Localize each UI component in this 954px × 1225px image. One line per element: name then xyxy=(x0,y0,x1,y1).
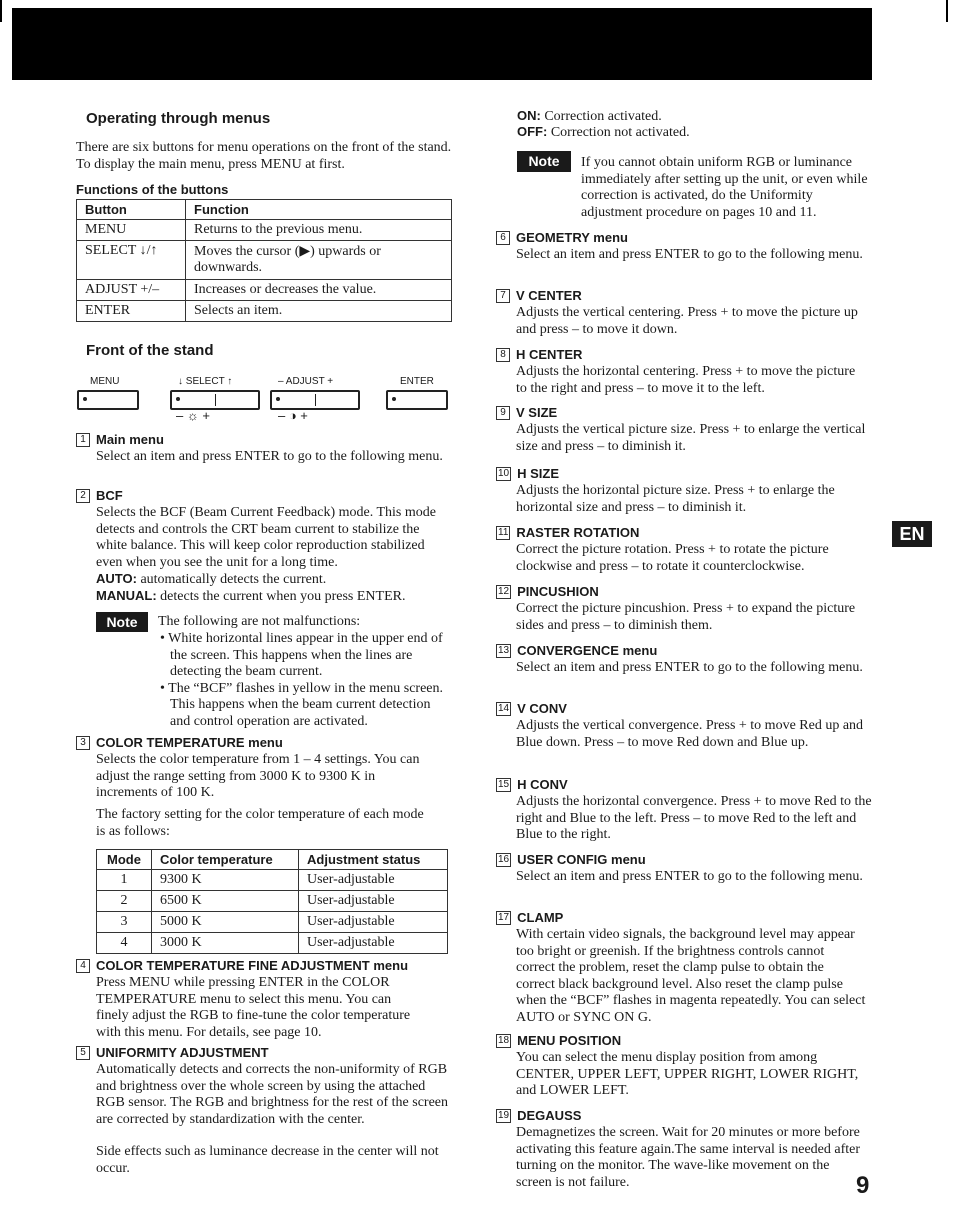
item-heading xyxy=(496,288,582,303)
item-uniformity-text: Automatically detects and corrects the non-uniformity of RGB and brightness over the whole screen by using the attached RGB sensor. The RGB and brightness for the rest of the screen are corrected by standardization with the center. xyxy=(96,1062,449,1127)
item-number: 15 xyxy=(498,778,510,790)
note-bcf-list xyxy=(160,631,450,730)
item-title: USER CONFIG menu xyxy=(517,852,646,867)
table-cell: 1 xyxy=(97,870,152,891)
item-text: Select an item and press ENTER to go to the following menu. xyxy=(516,869,863,884)
table-cell: SELECT ↓/↑ xyxy=(77,241,186,280)
crop-mark-right xyxy=(946,0,948,22)
table-row xyxy=(77,280,452,301)
button-dot-icon xyxy=(392,397,396,401)
item-text: Select an item and press ENTER to go to the following menu. xyxy=(516,660,863,675)
table-cell: Increases or decreases the value. xyxy=(186,280,452,301)
item-number: 7 xyxy=(496,289,510,303)
note-badge-bcf: Note xyxy=(96,612,148,632)
functions-header-button: Button xyxy=(77,200,186,220)
item-title: CONVERGENCE menu xyxy=(517,643,658,658)
off-text: Correction not activated. xyxy=(550,125,690,140)
color-header-status: Adjustment status xyxy=(299,850,448,870)
item-text: Correct the picture rotation. Press + to rotate the picture clockwise and press – to rotate it counterclockwise. xyxy=(516,542,829,574)
list-item: • The “BCF” flashes in yellow in the menu screen. This happens when the beam current detection and control operation are activated. xyxy=(160,680,444,729)
operating-text: There are six buttons for menu operations on the front of the stand. To display the main menu, press MENU at first. xyxy=(76,140,452,172)
language-tab: EN xyxy=(892,521,932,547)
table-cell: MENU xyxy=(77,220,186,241)
item-title: UNIFORMITY ADJUSTMENT xyxy=(96,1045,269,1060)
item-title: Main menu xyxy=(96,432,164,447)
item-text: With certain video signals, the background level may appear too bright or greenish. If the brightness controls cannot correct the problem, reset the clamp pulse to obtain the correct black background level. Also reset the clamp pulse when the “BCF” flashes in magenta repeatedly. You can select AUTO or SYNC ON G. xyxy=(516,927,866,1025)
item-heading xyxy=(496,405,557,420)
item-number: 16 xyxy=(498,853,510,865)
color-header-mode: Mode xyxy=(97,850,152,870)
table-cell: 9300 K xyxy=(152,870,299,891)
item-heading xyxy=(496,525,639,540)
item-title: COLOR TEMPERATURE menu xyxy=(96,735,283,750)
crop-mark-left xyxy=(0,0,2,22)
fig-label-adjust: – ADJUST + xyxy=(278,376,334,387)
item-heading xyxy=(496,1108,581,1123)
item-number: 8 xyxy=(496,348,510,362)
item-text: Correct the picture pincushion. Press + to expand the picture sides and press – to diminish them. xyxy=(516,601,856,633)
item-text: Adjusts the vertical picture size. Press + to enlarge the vertical size and press – to diminish it. xyxy=(516,422,866,454)
table-cell: ADJUST +/– xyxy=(77,280,186,301)
item-heading xyxy=(496,1033,621,1048)
item-number: 9 xyxy=(496,406,510,420)
item-title: BCF xyxy=(96,488,123,503)
item-heading xyxy=(496,643,657,658)
off-label: OFF: xyxy=(517,124,548,139)
button-dot-icon xyxy=(276,397,280,401)
table-cell: Returns to the previous menu. xyxy=(186,220,452,241)
table-cell: 3 xyxy=(97,912,152,933)
item-text: Adjusts the horizontal picture size. Press + to enlarge the horizontal size and press – to diminish it. xyxy=(516,483,835,515)
page-number: 9 xyxy=(856,1172,870,1199)
item-number: 1 xyxy=(76,433,90,447)
button-dot-icon xyxy=(83,397,87,401)
item-color-temp-text2: The factory setting for the color temperature of each mode is as follows: xyxy=(96,807,424,839)
note-bcf-intro: The following are not malfunctions: xyxy=(158,614,361,629)
fig-label-enter: ENTER xyxy=(400,376,434,387)
item-text: Adjusts the horizontal centering. Press + to move the picture to the right and press – to move it to the left. xyxy=(516,364,856,396)
bcf-auto-text: automatically detects the current. xyxy=(140,572,327,587)
item-title: V SIZE xyxy=(516,405,558,420)
button-divider xyxy=(315,394,316,406)
item-main-menu-text: Select an item and press ENTER to go to the following menu. xyxy=(96,449,443,464)
fig-label-menu: MENU xyxy=(90,376,120,387)
bcf-manual-text: detects the current when you press ENTER. xyxy=(160,589,406,604)
item-text: Adjusts the horizontal convergence. Press + to move Red to the right and Blue to the left. Press – to move Red to the left and Blue to the right. xyxy=(516,794,872,842)
item-title: COLOR TEMPERATURE FINE ADJUSTMENT menu xyxy=(96,958,409,973)
bcf-auto-label: AUTO: xyxy=(96,571,137,586)
color-temp-table xyxy=(96,849,448,954)
item-title: H CONV xyxy=(517,777,568,792)
item-fine-adjust-heading xyxy=(76,958,408,973)
item-text: Adjusts the vertical centering. Press + to move the picture up and press – to move it down. xyxy=(516,305,858,337)
color-header-temp: Color temperature xyxy=(152,850,299,870)
select-sub-label: – ☼ + xyxy=(176,408,210,423)
item-number: 5 xyxy=(76,1046,90,1060)
item-number: 18 xyxy=(498,1034,510,1046)
functions-table xyxy=(76,199,452,322)
table-cell: Selects an item. xyxy=(186,301,452,322)
off-line xyxy=(517,124,867,142)
table-row xyxy=(97,870,448,891)
item-heading xyxy=(496,777,568,792)
item-text: Select an item and press ENTER to go to the following menu. xyxy=(516,247,863,262)
item-title: MENU POSITION xyxy=(517,1033,622,1048)
fig-label-select: ↓ SELECT ↑ xyxy=(178,376,233,387)
item-number: 17 xyxy=(498,911,510,923)
item-title: V CENTER xyxy=(516,288,582,303)
table-cell: User-adjustable xyxy=(299,891,448,912)
table-row xyxy=(97,891,448,912)
select-button[interactable] xyxy=(170,390,260,410)
header-bar xyxy=(12,8,872,80)
item-uniformity-text2: Side effects such as luminance decrease in the center will not occur. xyxy=(96,1144,439,1176)
table-cell: 4 xyxy=(97,933,152,954)
item-text: Demagnetizes the screen. Wait for 20 minutes or more before activating this feature again.The same interval is needed after turning on the monitor. The wave-like movement on the screen is not failure. xyxy=(516,1125,861,1190)
item-heading xyxy=(496,230,628,245)
button-dot-icon xyxy=(176,397,180,401)
item-bcf-heading xyxy=(76,488,123,503)
list-item: • White horizontal lines appear in the upper end of the screen. This happens when the lines are detecting the beam current. xyxy=(160,631,443,679)
table-cell: 2 xyxy=(97,891,152,912)
table-row xyxy=(77,241,452,280)
item-number: 13 xyxy=(498,644,510,656)
item-heading xyxy=(496,910,563,925)
on-label: ON: xyxy=(517,108,541,123)
bcf-auto-line xyxy=(96,571,454,589)
item-heading xyxy=(496,701,567,716)
item-color-temp-heading xyxy=(76,735,283,750)
adjust-sub-label: – ◑ + xyxy=(278,408,308,423)
item-fine-adjust-text: Press MENU while pressing ENTER in the COLOR TEMPERATURE menu to select this menu. You can finely adjust the RGB to fine-tune the color temperature with this menu. For details, see page 10. xyxy=(96,975,411,1040)
item-heading xyxy=(496,852,646,867)
enter-button[interactable] xyxy=(386,390,448,410)
table-row xyxy=(97,933,448,954)
table-cell: User-adjustable xyxy=(299,933,448,954)
item-number: 3 xyxy=(76,736,90,750)
bcf-manual-label: MANUAL: xyxy=(96,588,157,603)
functions-header-function: Function xyxy=(186,200,452,220)
item-title: H SIZE xyxy=(517,466,560,481)
item-heading xyxy=(496,347,582,362)
item-number: 19 xyxy=(498,1109,510,1121)
item-title: PINCUSHION xyxy=(517,584,599,599)
table-row xyxy=(77,220,452,241)
table-cell: 6500 K xyxy=(152,891,299,912)
item-text: You can select the menu display position from among CENTER, UPPER LEFT, UPPER RIGHT, LOWER RIGHT, and LOWER LEFT. xyxy=(516,1050,859,1098)
table-cell: User-adjustable xyxy=(299,912,448,933)
item-number: 12 xyxy=(498,585,510,597)
front-title: Front of the stand xyxy=(86,342,214,359)
item-number: 4 xyxy=(76,959,90,973)
operating-title: Operating through menus xyxy=(86,110,271,127)
table-cell: ENTER xyxy=(77,301,186,322)
item-number: 2 xyxy=(76,489,90,503)
item-title: GEOMETRY menu xyxy=(516,230,628,245)
table-cell: 5000 K xyxy=(152,912,299,933)
item-title: DEGAUSS xyxy=(517,1108,582,1123)
button-divider xyxy=(215,394,216,406)
item-main-menu-heading xyxy=(76,432,164,447)
functions-title: Functions of the buttons xyxy=(76,182,229,197)
note-badge-uniformity: Note xyxy=(517,151,571,172)
on-text: Correction activated. xyxy=(544,109,662,124)
item-uniformity-heading xyxy=(76,1045,269,1060)
on-line xyxy=(517,108,867,126)
item-title: V CONV xyxy=(517,701,567,716)
adjust-button[interactable] xyxy=(270,390,360,410)
table-cell: User-adjustable xyxy=(299,870,448,891)
item-title: RASTER ROTATION xyxy=(516,525,640,540)
bcf-manual-line xyxy=(96,588,454,606)
table-row xyxy=(77,301,452,322)
item-heading xyxy=(496,466,559,481)
item-number: 10 xyxy=(498,467,510,479)
table-cell: Moves the cursor (▶) upwards or downwards. xyxy=(186,241,452,280)
item-color-temp-text: Selects the color temperature from 1 – 4 settings. You can adjust the range setting from 3000 K to 9300 K in increments of 100 K. xyxy=(96,752,420,800)
item-number: 14 xyxy=(498,702,510,714)
item-title: CLAMP xyxy=(517,910,564,925)
item-number: 6 xyxy=(496,231,510,245)
item-text: Adjusts the vertical convergence. Press + to move Red up and Blue down. Press – to move Red down and Blue up. xyxy=(516,718,864,750)
table-cell: 3000 K xyxy=(152,933,299,954)
table-row xyxy=(97,912,448,933)
item-number: 11 xyxy=(498,526,509,538)
item-heading xyxy=(496,584,599,599)
note-uniformity-text: If you cannot obtain uniform RGB or luminance immediately after setting up the unit, or even while correction is activated, do the Uniformity adjustment procedure on pages 10 and 11. xyxy=(581,155,868,220)
item-title: H CENTER xyxy=(516,347,583,362)
item-bcf-text: Selects the BCF (Beam Current Feedback) mode. This mode detects and controls the CRT beam current to stabilize the white balance. This will keep color reproduction stabilized even when you see the unit for a long time. xyxy=(96,505,436,570)
menu-button[interactable] xyxy=(77,390,139,410)
